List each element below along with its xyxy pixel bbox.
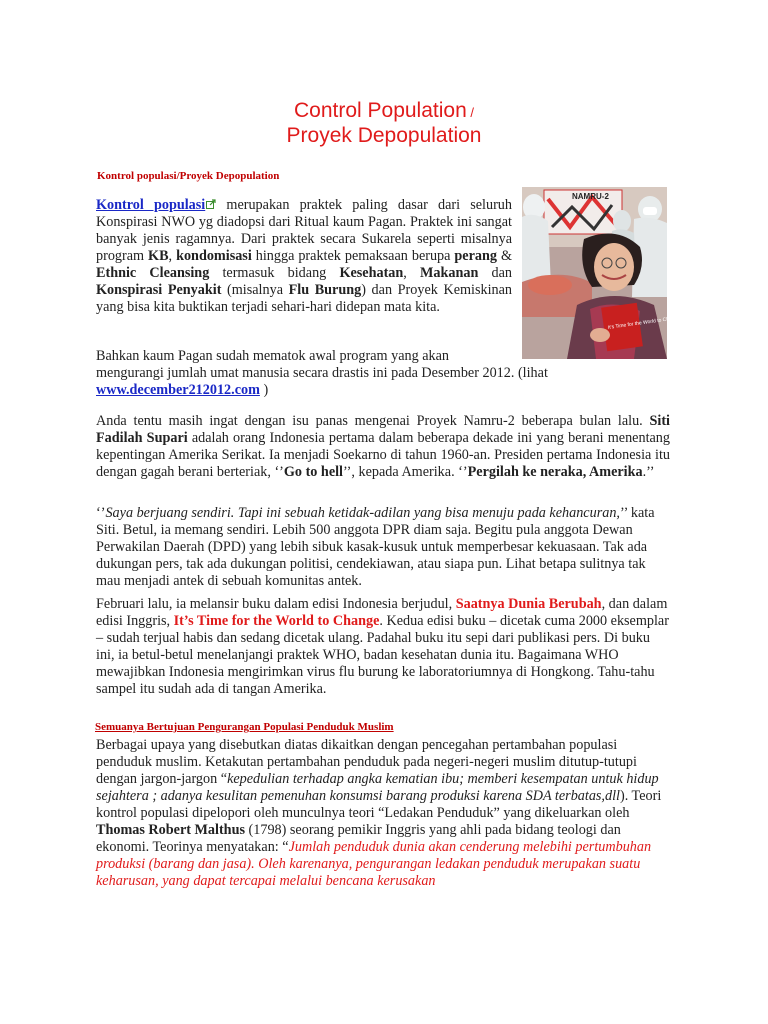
external-link-icon[interactable] (206, 197, 216, 207)
december-link[interactable]: www.december212012.com (96, 382, 260, 398)
pagan-line-3: www.december212012.com ) (96, 382, 269, 398)
intro-paragraph: Kontrol populasi merupakan praktek paling dasar dari seluruh Konspirasi NWO yg diadopsi dari Ritual kaum Pagan. Praktek ini sangat banyak jenis ragamnya. Dari praktek secara Sukarela seperti misalnya program KB, kondomisasi hingga praktek pemaksaan berupa perang & Ethnic Cleansing termasuk bidang Kesehatan, Makanan dan Konspirasi Penyakit (misalnya Flu Burung) dan Proyek Kemiskinan yang bisa kita buktikan terjadi sehari-hari didepan mata kita. (96, 197, 513, 315)
kontrol-populasi-link[interactable]: Kontrol populasi (96, 197, 206, 213)
section-heading-muslim: Semuanya Bertujuan Pengurangan Populasi Penduduk Muslim (95, 721, 394, 733)
title-line-1: Control Population (293, 99, 467, 122)
title-slash: / (466, 105, 474, 120)
pagan-line-1: Bahkan kaum Pagan sudah mematok awal program yang akan (96, 348, 450, 364)
banner-text: NAMRU-2 (572, 192, 609, 201)
page-subtitle: Proyek Depopulation (286, 124, 482, 147)
malthus-paragraph: Berbagai upaya yang disebutkan diatas dikaitkan dengan pencegahan pertambahan populasi penduduk muslim. Ketakutan pertambahan penduduk pada negeri-negeri muslim ditutup-tutupi dengan jargon-jargon “kepedulian terhadap angka kematian ibu; memberi kesempatan untuk hidup sejahtera ; adanya kesulitan pemenuhan konsumsi barang produksi karena SDA terbatas,dll). Teori kontrol populasi dipelopori oleh munculnya teori “Ledakan Penduduk” yang dikeluarkan oleh Thomas Robert Malthus (1798) seorang pemikir Inggris yang ahli pada bidang teologi dan ekonomi. Teorinya menyatakan: “Jumlah penduduk dunia akan cenderung melebihi pertumbuhan produksi (barang dan jasa). Oleh karenanya, pengurangan ledakan penduduk merupakan suatu keharusan, yang dapat tercapai melalui bencana kerusakan (96, 737, 662, 889)
namru-paragraph: Anda tentu masih ingat dengan isu panas mengenai Proyek Namru-2 beberapa bulan lalu. Siti Fadilah Supari adalah orang Indonesia pertama dalam beberapa dekade ini yang berani menentang kepentingan Amerika Serikat. Ia menjadi Soekarno di tahun 1960-an. Presiden pertama Indonesia itu dengan gagah berani berteriak, ‘’Go to hell’’, kepada Amerika. ‘’Pergilah ke neraka, Amerika.’’ (96, 413, 670, 480)
namru-photo (522, 187, 681, 359)
pagan-line-2: mengurangi jumlah umat manusia secara drastis ini pada Desember 2012. (lihat (96, 365, 548, 381)
photo-illustration (522, 187, 681, 359)
page-title (0, 98, 768, 126)
book-paragraph: Februari lalu, ia melansir buku dalam edisi Indonesia berjudul, Saatnya Dunia Berubah, dan dalam edisi Inggris, It’s Time for the World to Change. Kedua edisi buku – dicetak cuma 2000 eksemplar – sudah terjual habis dan sedang dicetak ulang. Padahal buku itu sepi dari publikasi pers. Di buku ini, ia betul-betul menelanjangi praktek WHO, badan kesehatan dunia itu. Bagaimana WHO mewajibkan Indonesia mengirimkan virus flu burung ke laboratoriumnya di Hongkong. Tahu-tahu sampel itu sudah ada di tangan Amerika. (96, 596, 669, 697)
photo-book-text: It's Time for the World to Change (607, 314, 681, 331)
quote-paragraph: ‘’Saya berjuang sendiri. Tapi ini sebuah ketidak-adilan yang bisa menuju pada kehancuran,’’ kata Siti. Betul, ia memang sendiri. Lebih 500 anggota DPR diam saja. Begitu pula anggota Dewan Perwakilan Daerah (DPD) yang lebih sibuk kasak-kusuk untuk memperbesar kekuasaan. Tak ada dukungan pers, tak ada dukungan politisi, cendekiawan, atau siapa pun. Lihat betapa sulitnya tak mau menjadi antek di sebuah komunitas antek. (96, 505, 655, 589)
section-heading-kontrol: Kontrol populasi/Proyek Depopulation (97, 170, 280, 182)
